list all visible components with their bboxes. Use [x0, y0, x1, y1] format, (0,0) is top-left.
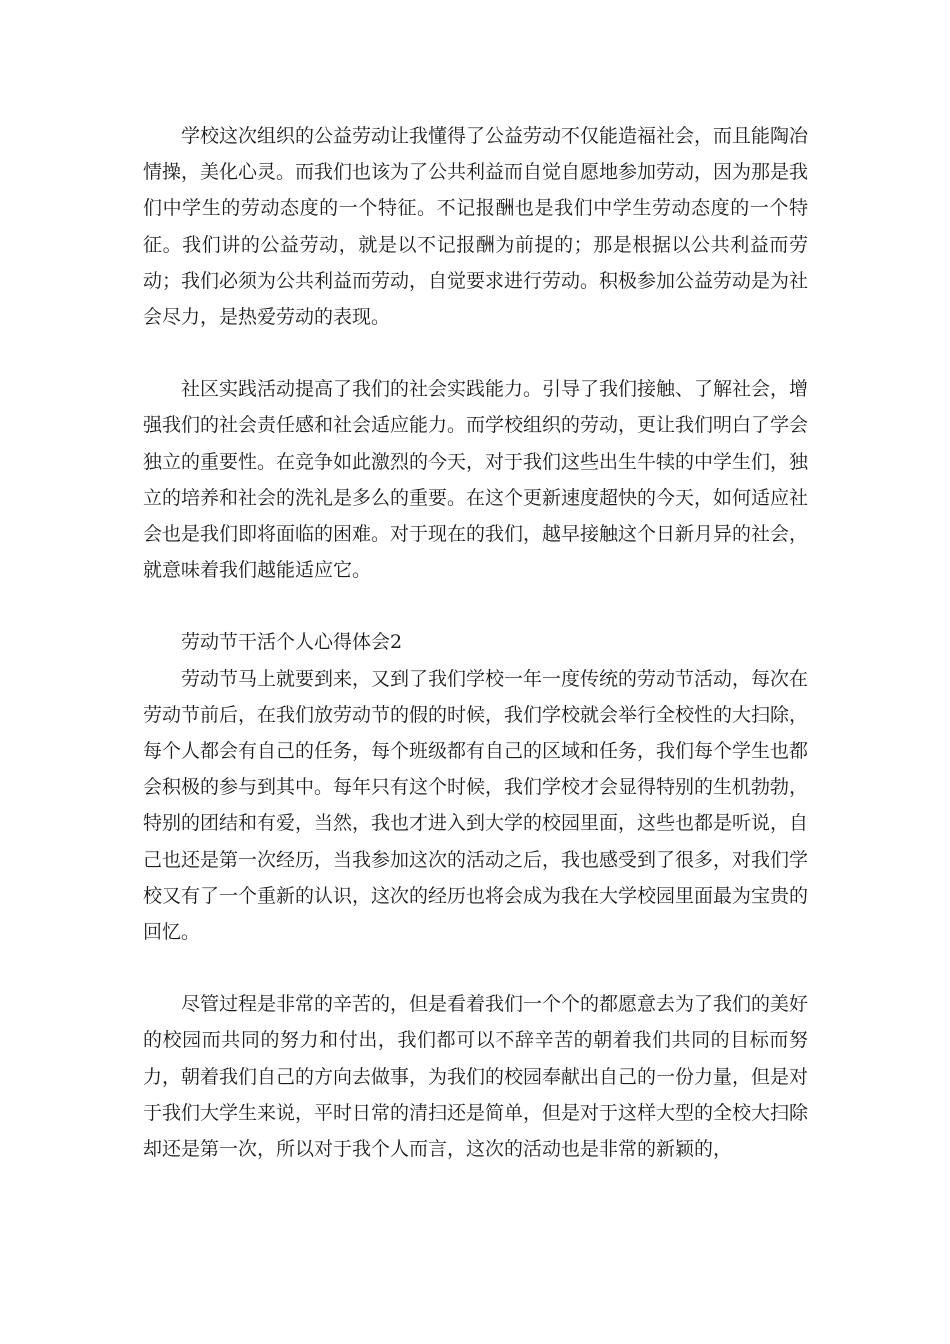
paragraph-community-practice: 社区实践活动提高了我们的社会实践能力。引导了我们接触、了解社会，增强我们的社会责任感和社会适应能力。而学校组织的劳动，更让我们明白了学会独立的重要性。在竞争如此激烈的今天，对于我们这些出生牛犊的中学生们，独立的培养和社会的洗礼是多么的重要。在这个更新速度超快的今天，如何适应社会也是我们即将面临的困难。对于现在的我们，越早接触这个日新月异的社会，就意味着我们越能适应它。 [143, 378, 809, 582]
paragraph-labor-day-activity: 劳动节马上就要到来，又到了我们学校一年一度传统的劳动节活动，每次在劳动节前后，在我们放劳动节的假的时候，我们学校就会举行全校性的大扫除，每个人都会有自己的任务，每个班级都有自己的区域和任务，我们每个学生也都会积极的参与到其中。每年只有这个时候，我们学校才会显得特别的生机勃勃，特别的团结和有爱，当然，我也才进入到大学的校园里面，这些也都是听说，自己也还是第一次经历，当我参加这次的活动之后，我也感受到了很多，对我们学校又有了一个重新的认识，这次的经历也将会成为我在大学校园里面最为宝贵的回忆。 [143, 667, 809, 944]
section-heading: 劳动节干活个人心得体会2 [181, 631, 403, 654]
document-body [143, 118, 808, 1167]
paragraph-public-labor: 学校这次组织的公益劳动让我懂得了公益劳动不仅能造福社会，而且能陶冶情操，美化心灵。而我们也该为了公共利益而自觉自愿地参加劳动，因为那是我们中学生的劳动态度的一个特征。不记报酬也是我们中学生劳动态度的一个特征。我们讲的公益劳动，就是以不记报酬为前提的；那是根据以公共利益而劳动；我们必须为公共利益而劳动，自觉要求进行劳动。积极参加公益劳动是为社会尽力，是热爱劳动的表现。 [143, 125, 809, 329]
paragraph-hard-work: 尽管过程是非常的辛苦的，但是看着我们一个个的都愿意去为了我们的美好的校园而共同的努力和付出，我们都可以不辞辛苦的朝着我们共同的目标而努力，朝着我们自己的方向去做事，为我们的校园奉献出自己的一份力量，但是对于我们大学生来说，平时日常的清扫还是简单，但是对于这样大型的全校大扫除却还是第一次，所以对于我个人而言，这次的活动也是非常的新颖的， [143, 993, 809, 1161]
